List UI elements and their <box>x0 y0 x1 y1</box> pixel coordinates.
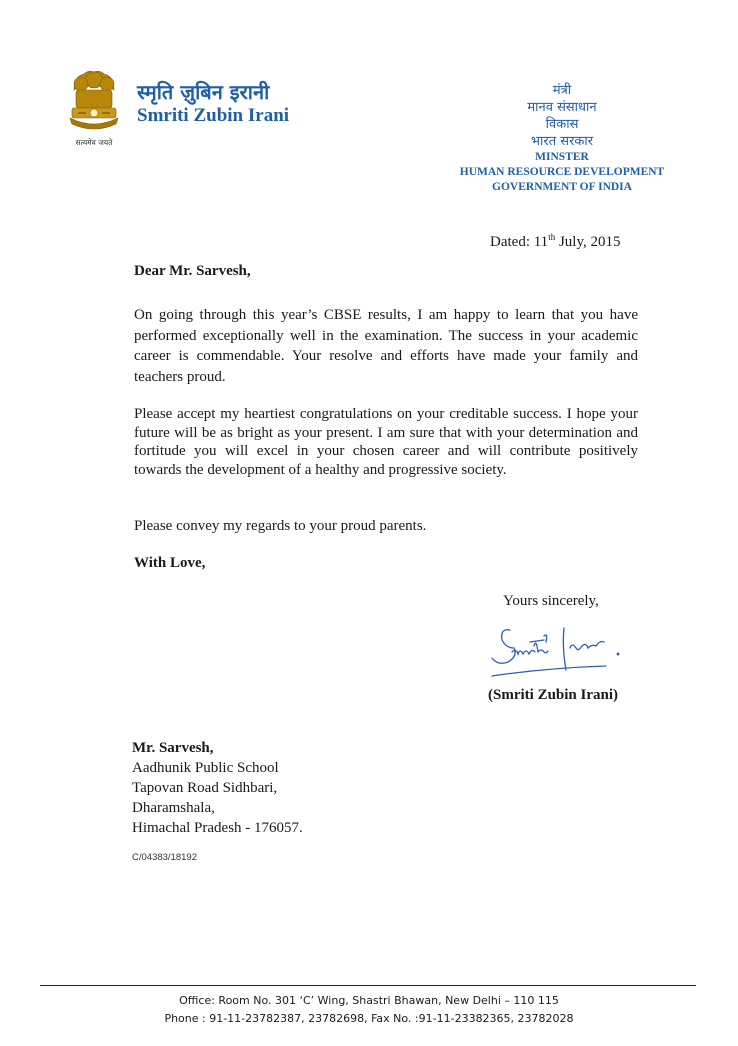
date-superscript: th <box>548 232 556 242</box>
designation-hindi-line: मंत्री <box>552 83 572 98</box>
paragraph: Please convey my regards to your proud parents. <box>134 518 427 534</box>
footer-phone: Phone : 91-11-23782387, 23782698, Fax No. :91-11-23382365, 23782028 <box>164 1012 574 1025</box>
footer-office-address: Office: Room No. 301 ‘C’ Wing, Shastri Bhawan, New Delhi – 110 115 <box>179 994 559 1007</box>
handwritten-signature <box>486 618 632 680</box>
designation-hindi-line: भारत सरकार <box>530 134 594 149</box>
recipient-address <box>132 738 303 838</box>
valediction: Yours sincerely, <box>503 593 599 609</box>
address-line: Tapovan Road Sidhbari, <box>132 780 278 796</box>
designation-english-line: GOVERNMENT OF INDIA <box>492 181 632 193</box>
salutation: Dear Mr. Sarvesh, <box>134 263 251 279</box>
address-line: Aadhunik Public School <box>132 760 279 776</box>
sender-name-hindi: स्मृति ज़ुबिन इरानी <box>137 80 270 104</box>
footer <box>0 992 738 1028</box>
designation-block <box>459 82 665 195</box>
address-line: Mr. Sarvesh, <box>132 740 214 756</box>
closing: With Love, <box>134 555 206 571</box>
paragraph: On going through this year’s CBSE results, I am happy to learn that you have performed exceptionally well in the examination. The success in your academic career is commendable. Your resolve and efforts have made your family and teachers proud. <box>134 307 638 385</box>
designation-english-line: MINSTER <box>535 151 589 163</box>
letter-date <box>490 232 620 251</box>
address-line: Dharamshala, <box>132 800 215 816</box>
emblem-motto: सत्यमेव जयते <box>75 138 113 147</box>
ashoka-emblem-icon <box>66 68 122 134</box>
designation-hindi-line: विकास <box>545 117 579 132</box>
date-suffix: July, 2015 <box>555 234 621 250</box>
date-prefix: Dated: 11 <box>490 234 549 250</box>
reference-number: C/04383/18192 <box>132 852 197 863</box>
address-line: Himachal Pradesh - 176057. <box>132 820 303 836</box>
designation-hindi-line: मानव संसाधान <box>527 100 597 115</box>
footer-divider <box>40 985 696 986</box>
designation-english-line: HUMAN RESOURCE DEVELOPMENT <box>459 166 665 178</box>
sender-name-english: Smriti Zubin Irani <box>137 105 290 126</box>
paragraph: Please accept my heartiest congratulations on your creditable success. I hope your future will be as bright as your present. I am sure that with your determination and fortitude you will excel in your chosen career and will contribute positively towards the development of a healthy and progressive society. <box>134 406 638 478</box>
signatory-name: (Smriti Zubin Irani) <box>488 687 619 703</box>
